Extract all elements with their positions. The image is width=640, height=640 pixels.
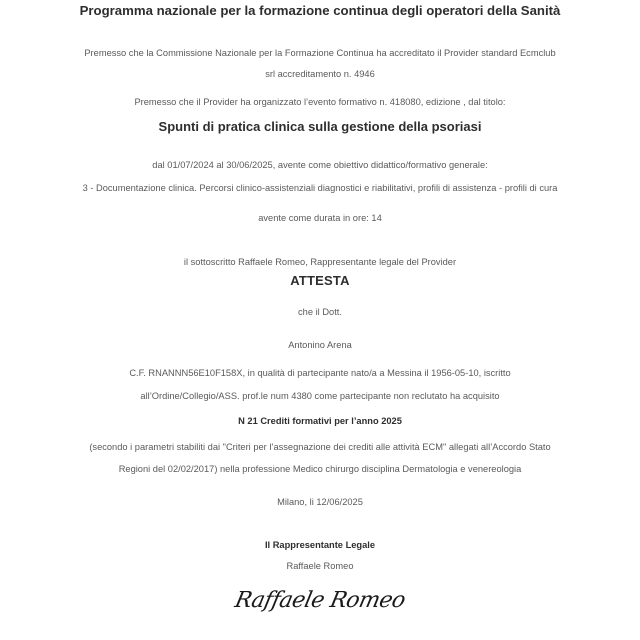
event-title: Spunti di pratica clinica sulla gestione della psoriasi — [158, 119, 482, 134]
event-period: dal 01/07/2024 al 30/06/2025, avente come obiettivo didattico/formativo generale: — [152, 160, 488, 170]
participant-intro: che il Dott. — [298, 307, 342, 317]
attesta-heading: ATTESTA — [290, 273, 350, 288]
place-date: Milano, li 12/06/2025 — [277, 497, 363, 507]
criteria-line-1: (secondo i parametri stabiliti dai "Criteri per l’assegnazione dei crediti alle attività ECM" allegati all’Accordo Stato — [89, 442, 551, 452]
credits-awarded: N 21 Crediti formativi per l’anno 2025 — [238, 416, 402, 426]
provider-accreditation-line-1: Premesso che la Commissione Nazionale per la Formazione Continua ha accreditato il Provider standard Ecmclub — [84, 48, 556, 58]
participant-details-line-2: all’Ordine/Collegio/ASS. prof.le num 4380 come partecipante non reclutato ha acquisito — [140, 391, 500, 401]
event-objective: 3 - Documentazione clinica. Percorsi clinico-assistenziali diagnostici e riabilitativi, profili di assistenza - profili di cura — [82, 183, 558, 193]
event-duration: avente come durata in ore: 14 — [258, 213, 382, 223]
participant-name: Antonino Arena — [288, 340, 352, 350]
participant-details-line-1: C.F. RNANNN56E10F158X, in qualità di partecipante nato/a a Messina il 1956-05-10, iscritto — [129, 368, 511, 378]
handwritten-signature: Raffaele Romeo — [232, 588, 408, 613]
event-intro: Premesso che il Provider ha organizzato l’evento formativo n. 418080, edizione , dal titolo: — [134, 97, 506, 107]
provider-accreditation-line-2: srl accreditamento n. 4946 — [265, 69, 375, 79]
signature-role: Il Rappresentante Legale — [264, 540, 376, 550]
header-title: Programma nazionale per la formazione continua degli operatori della Sanità — [79, 3, 561, 18]
signatory-statement: il sottoscritto Raffaele Romeo, Rappresentante legale del Provider — [183, 257, 457, 267]
criteria-line-2: Regioni del 02/02/2017) nella professione Medico chirurgo disciplina Dermatologia e venereologia — [118, 464, 522, 474]
signature-name: Raffaele Romeo — [286, 561, 354, 571]
